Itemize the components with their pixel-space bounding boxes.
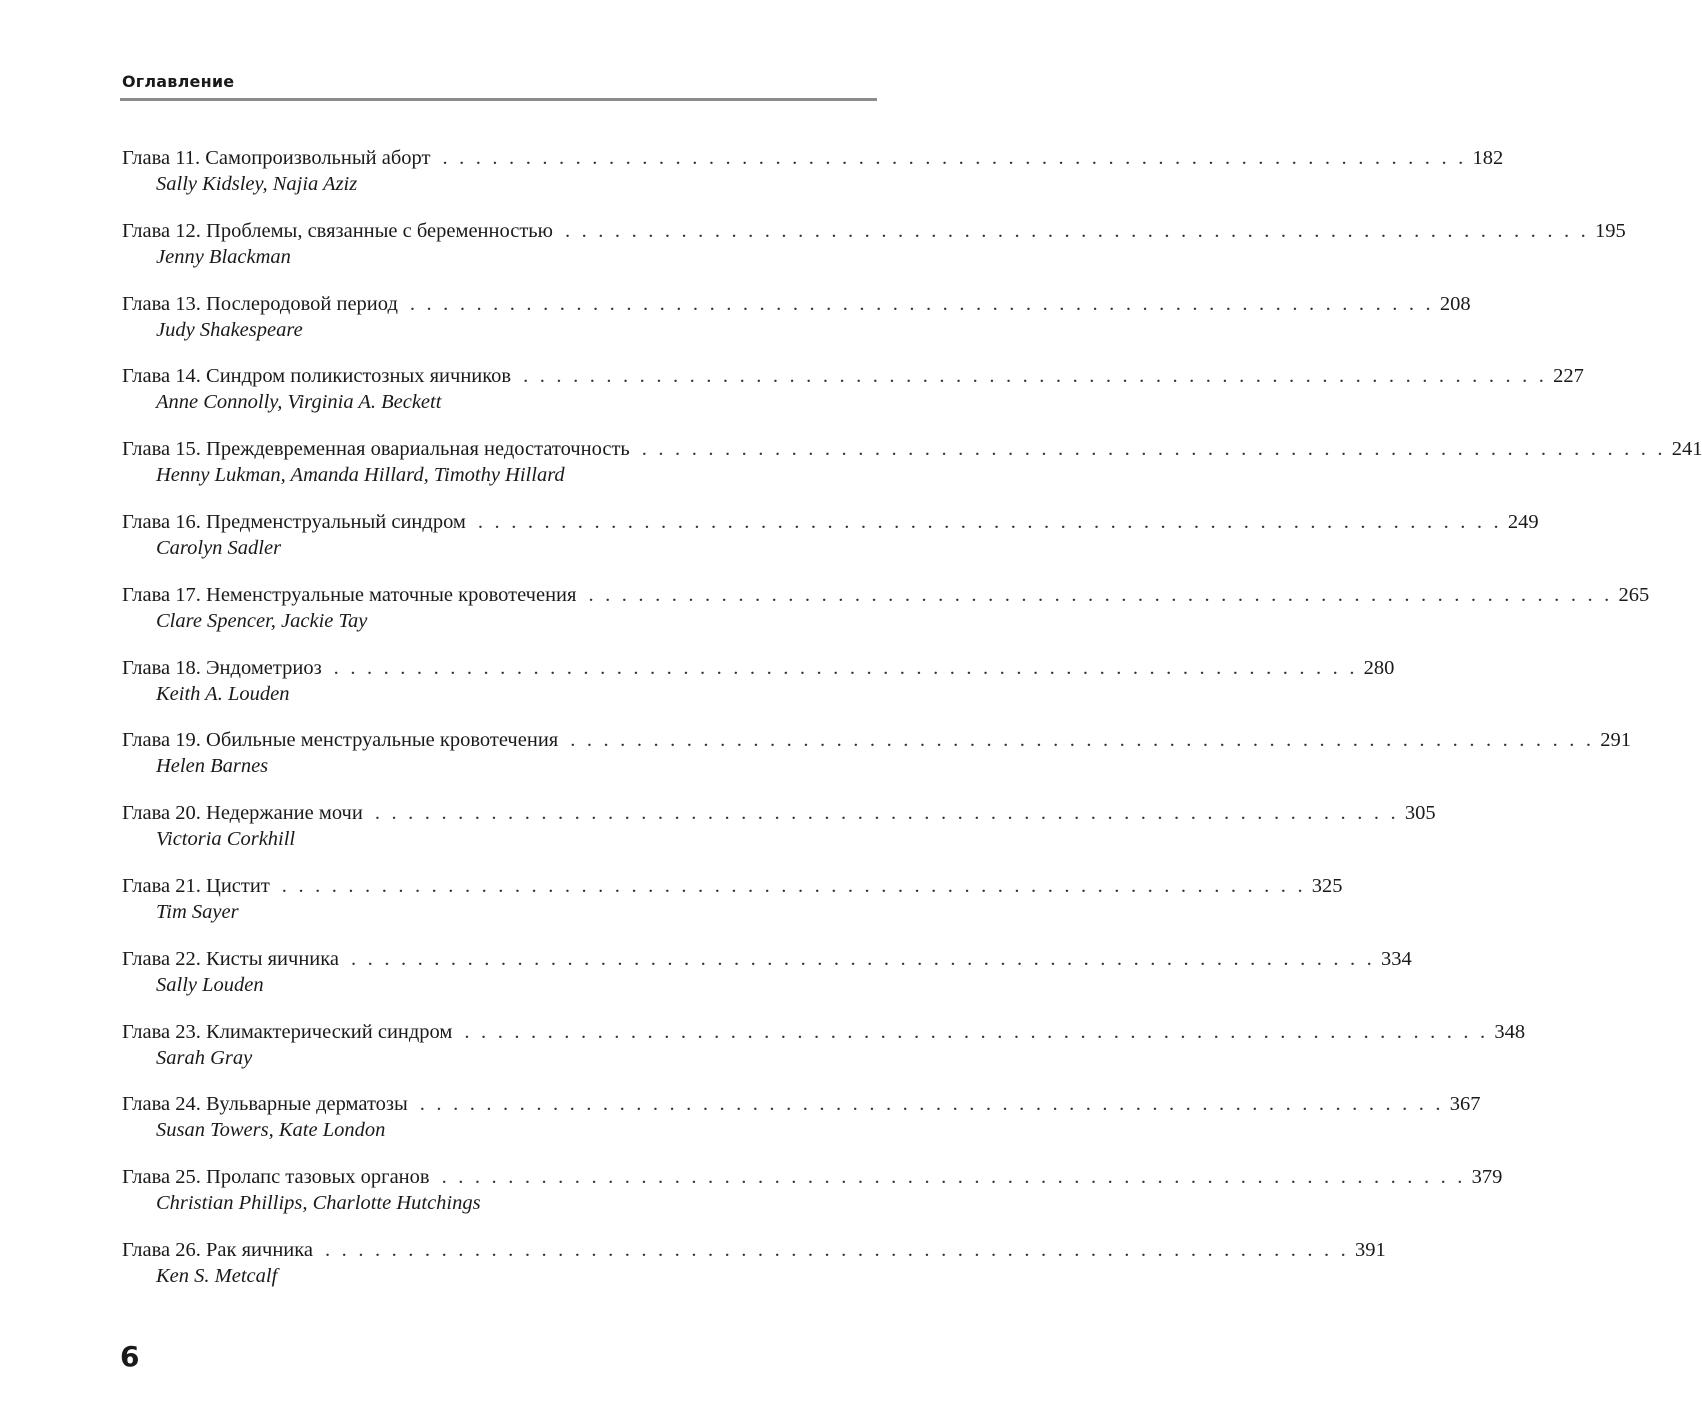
toc-entry-line [122, 655, 1395, 681]
chapter-title: Глава 17. Неменструальные маточные кровотечения [122, 583, 577, 606]
chapter-page-number: 265 [1618, 583, 1650, 606]
chapter-title: Глава 26. Рак яичника [122, 1238, 314, 1261]
toc-entry [122, 218, 1626, 291]
dot-leader: . . . . . . . . . . . . . . . . . . . . . . . . . . . . . . . . . . . . . . . . . . . . . . . . . . . . . . . . . . . . . . [588, 583, 1613, 606]
dot-leader: . . . . . . . . . . . . . . . . . . . . . . . . . . . . . . . . . . . . . . . . . . . . . . . . . . . . . . . . . . . . . . [351, 947, 1376, 970]
chapter-authors: Anne Connolly, Virginia A. Beckett [156, 391, 442, 414]
toc-entry-line [122, 582, 1650, 608]
toc-entry [122, 1019, 1526, 1092]
toc-entry-line [122, 145, 1504, 171]
chapter-title: Глава 15. Преждевременная овариальная недостаточность [122, 438, 630, 461]
chapter-page-number: 291 [1600, 729, 1631, 752]
toc-entry-line [122, 218, 1626, 244]
toc-entry [122, 727, 1631, 800]
chapter-title: Глава 23. Климактерический синдром [122, 1020, 453, 1043]
chapter-authors: Sarah Gray [156, 1046, 253, 1069]
toc-entry-line [122, 509, 1539, 535]
chapter-title: Глава 14. Синдром поликистозных яичников [122, 365, 512, 388]
chapter-title: Глава 20. Недержание мочи [122, 802, 363, 825]
toc-entry-line [122, 946, 1412, 972]
chapter-authors: Henny Lukman, Amanda Hillard, Timothy Hillard [156, 464, 565, 487]
chapter-page-number: 325 [1311, 874, 1343, 897]
table-of-contents [122, 145, 1702, 1310]
dot-leader: . . . . . . . . . . . . . . . . . . . . . . . . . . . . . . . . . . . . . . . . . . . . . . . . . . . . . . . . . . . . . . [570, 729, 1595, 752]
chapter-title: Глава 12. Проблемы, связанные с беременностью [122, 219, 553, 242]
chapter-authors: Carolyn Sadler [156, 536, 282, 559]
chapter-page-number: 305 [1404, 802, 1436, 825]
chapter-title: Глава 21. Цистит [122, 874, 270, 897]
chapter-authors: Sally Louden [156, 973, 264, 996]
dot-leader: . . . . . . . . . . . . . . . . . . . . . . . . . . . . . . . . . . . . . . . . . . . . . . . . . . . . . . . . . . . . . . [523, 365, 1548, 388]
chapter-page-number: 280 [1363, 656, 1395, 679]
chapter-page-number: 241 [1671, 438, 1702, 461]
running-head: Оглавление [122, 72, 235, 91]
chapter-title: Глава 16. Предменструальный синдром [122, 510, 466, 533]
dot-leader: . . . . . . . . . . . . . . . . . . . . . . . . . . . . . . . . . . . . . . . . . . . . . . . . . . . . . . . . . . . . . . [281, 874, 1306, 897]
toc-entry [122, 873, 1343, 946]
toc-entry-line [122, 800, 1436, 826]
chapter-page-number: 348 [1494, 1020, 1526, 1043]
chapter-authors: Jenny Blackman [156, 245, 291, 268]
toc-entry-line [122, 1237, 1386, 1263]
chapter-authors: Christian Phillips, Charlotte Hutchings [156, 1192, 481, 1215]
chapter-page-number: 208 [1439, 292, 1471, 315]
toc-entry [122, 1237, 1386, 1310]
toc-entry [122, 800, 1436, 873]
toc-entry-line [122, 1019, 1526, 1045]
dot-leader: . . . . . . . . . . . . . . . . . . . . . . . . . . . . . . . . . . . . . . . . . . . . . . . . . . . . . . . . . . . . . . [409, 292, 1434, 315]
toc-entry [122, 145, 1504, 218]
toc-entry [122, 291, 1471, 364]
dot-leader: . . . . . . . . . . . . . . . . . . . . . . . . . . . . . . . . . . . . . . . . . . . . . . . . . . . . . . . . . . . . . . [333, 656, 1358, 679]
header-rule [120, 98, 877, 101]
chapter-page-number: 182 [1472, 147, 1504, 169]
chapter-page-number: 249 [1507, 510, 1539, 533]
chapter-authors: Clare Spencer, Jackie Tay [156, 609, 368, 632]
dot-leader: . . . . . . . . . . . . . . . . . . . . . . . . . . . . . . . . . . . . . . . . . . . . . . . . . . . . . . . . . . . . . . [477, 510, 1502, 533]
toc-entry [122, 509, 1539, 582]
chapter-authors: Ken S. Metcalf [156, 1264, 278, 1287]
toc-entry [122, 946, 1412, 1019]
chapter-title: Глава 25. Пролапс тазовых органов [122, 1166, 430, 1189]
chapter-authors: Victoria Corkhill [156, 828, 296, 851]
toc-entry-line [122, 291, 1471, 317]
chapter-title: Глава 11. Самопроизвольный аборт [122, 147, 431, 169]
chapter-title: Глава 22. Кисты яичника [122, 947, 340, 970]
toc-entry [122, 1164, 1503, 1237]
dot-leader: . . . . . . . . . . . . . . . . . . . . . . . . . . . . . . . . . . . . . . . . . . . . . . . . . . . . . . . . . . . . . . [641, 438, 1666, 461]
toc-entry-line [122, 727, 1631, 753]
dot-leader: . . . . . . . . . . . . . . . . . . . . . . . . . . . . . . . . . . . . . . . . . . . . . . . . . . . . . . . . . . . . . . [441, 1166, 1466, 1189]
dot-leader: . . . . . . . . . . . . . . . . . . . . . . . . . . . . . . . . . . . . . . . . . . . . . . . . . . . . . . . . . . . . . . [325, 1238, 1349, 1261]
toc-entry [122, 1091, 1481, 1164]
chapter-page-number: 227 [1553, 365, 1584, 388]
toc-entry [122, 363, 1584, 436]
chapter-title: Глава 19. Обильные менструальные кровотечения [122, 729, 559, 752]
chapter-page-number: 195 [1594, 219, 1626, 242]
page-number: 6 [120, 1340, 140, 1373]
toc-entry [122, 655, 1395, 728]
toc-entry-line [122, 436, 1702, 462]
chapter-page-number: 334 [1381, 947, 1412, 970]
chapter-authors: Susan Towers, Kate London [156, 1119, 386, 1142]
dot-leader: . . . . . . . . . . . . . . . . . . . . . . . . . . . . . . . . . . . . . . . . . . . . . . . . . . . . . . . . . . . . . . [442, 147, 1467, 169]
chapter-title: Глава 18. Эндометриоз [122, 656, 322, 679]
dot-leader: . . . . . . . . . . . . . . . . . . . . . . . . . . . . . . . . . . . . . . . . . . . . . . . . . . . . . . . . . . . . . . [564, 219, 1589, 242]
toc-entry-line [122, 363, 1584, 389]
toc-entry-line [122, 1091, 1481, 1117]
toc-entry-line [122, 1164, 1503, 1190]
chapter-authors: Keith A. Louden [156, 682, 290, 705]
chapter-page-number: 367 [1449, 1093, 1481, 1116]
dot-leader: . . . . . . . . . . . . . . . . . . . . . . . . . . . . . . . . . . . . . . . . . . . . . . . . . . . . . . . . . . . . . . [419, 1093, 1444, 1116]
chapter-authors: Sally Kidsley, Najia Aziz [156, 173, 358, 195]
dot-leader: . . . . . . . . . . . . . . . . . . . . . . . . . . . . . . . . . . . . . . . . . . . . . . . . . . . . . . . . . . . . . . [374, 802, 1399, 825]
toc-entry-line [122, 873, 1343, 899]
chapter-page-number: 379 [1471, 1166, 1503, 1189]
chapter-authors: Helen Barnes [156, 755, 269, 778]
chapter-authors: Judy Shakespeare [156, 318, 303, 341]
dot-leader: . . . . . . . . . . . . . . . . . . . . . . . . . . . . . . . . . . . . . . . . . . . . . . . . . . . . . . . . . . . . . . [464, 1020, 1489, 1043]
chapter-authors: Tim Sayer [156, 900, 239, 923]
chapter-page-number: 391 [1355, 1238, 1386, 1261]
toc-entry [122, 436, 1702, 509]
chapter-title: Глава 24. Вульварные дерматозы [122, 1093, 408, 1116]
chapter-title: Глава 13. Послеродовой период [122, 292, 398, 315]
toc-entry [122, 582, 1650, 655]
